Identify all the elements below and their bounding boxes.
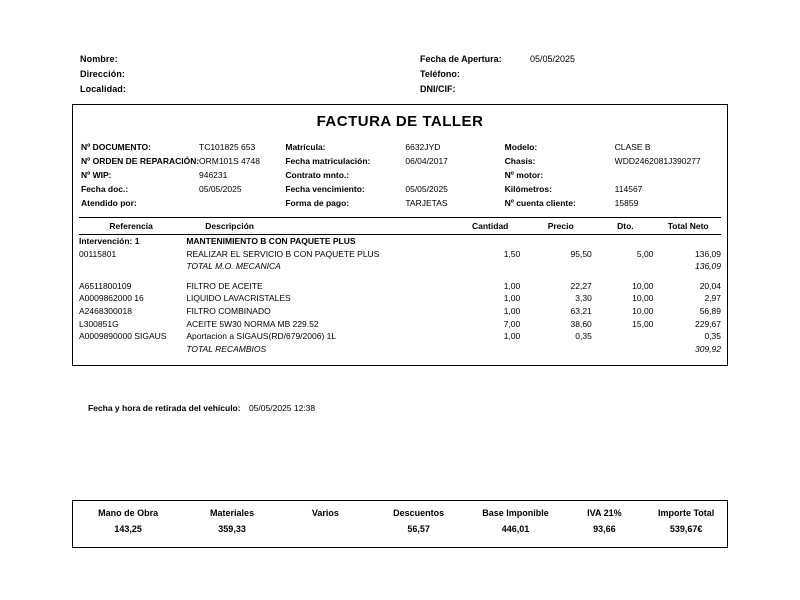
- cell-precio: [520, 343, 592, 356]
- header-row: [80, 82, 720, 97]
- cell-precio: 63,21: [570, 305, 592, 316]
- field-fecha-apertura: [420, 52, 720, 67]
- cell-dto: 10,00: [632, 293, 654, 304]
- table-row: [79, 318, 721, 331]
- invoice-frame: [72, 104, 728, 366]
- pickup-datetime: [88, 403, 315, 413]
- document-info: [73, 140, 727, 210]
- column-header-referencia: Referencia: [109, 221, 153, 231]
- field-num-motor-label: Nº motor:: [504, 170, 544, 180]
- field-num-documento-value: TC101825 653: [199, 142, 256, 152]
- cell-dto: [592, 260, 654, 273]
- cell-descripcion: TOTAL RECAMBIOS: [186, 343, 267, 354]
- field-fecha-vencimiento-label: Fecha vencimiento:: [285, 184, 365, 194]
- column-header-dto: Dto.: [617, 221, 634, 231]
- totals-box: [72, 500, 728, 548]
- cell-total: 56,89: [699, 305, 721, 316]
- field-localidad-label: Localidad:: [80, 84, 127, 94]
- table-row: [79, 248, 721, 261]
- header-row: [80, 67, 720, 82]
- cell-referencia: [79, 343, 186, 356]
- info-column-vehicle: [285, 140, 504, 210]
- cell-descripcion: FILTRO DE ACEITE: [186, 280, 263, 291]
- cell-precio: 3,30: [575, 293, 592, 304]
- cell-dto: [592, 235, 654, 248]
- table-row: [79, 305, 721, 318]
- field-telefono: [420, 67, 720, 82]
- table-header-row: [79, 218, 721, 235]
- table-row-subtotal: [79, 260, 721, 273]
- field-modelo-label: Modelo:: [504, 142, 538, 152]
- client-header: [80, 52, 720, 97]
- field-contrato-mnto-label: Contrato mnto.:: [285, 170, 350, 180]
- cell-cantidad: 7,00: [503, 318, 521, 329]
- field-chasis-value: WDD2462081J390277: [614, 156, 701, 166]
- totals-label-iva: IVA 21%: [587, 508, 622, 518]
- totals-value-mano-obra: 143,25: [114, 524, 142, 534]
- table-row: [79, 280, 721, 293]
- field-forma-pago-value: TARJETAS: [405, 198, 448, 208]
- table-row-subtotal: [79, 343, 721, 356]
- field-fecha-doc: [81, 182, 285, 196]
- cell-total: [653, 235, 721, 248]
- field-fecha-apertura-label: Fecha de Apertura:: [420, 54, 502, 64]
- totals-label-materiales: Materiales: [210, 508, 255, 518]
- cell-dto: 5,00: [636, 248, 654, 259]
- cell-descripcion: FILTRO COMBINADO: [186, 305, 271, 316]
- cell-descripcion: TOTAL M.O. MECANICA: [186, 261, 281, 272]
- info-column-model: [505, 140, 719, 210]
- totals-label-varios: Varios: [311, 508, 339, 518]
- cell-cantidad: 1,00: [503, 305, 521, 316]
- line-items-table: [79, 218, 721, 355]
- cell-referencia: A2468300018: [79, 305, 132, 316]
- cell-precio: 38,60: [570, 318, 592, 329]
- totals-label-base-imponible: Base Imponible: [482, 508, 549, 518]
- field-num-cuenta-cliente: [505, 196, 719, 210]
- totals-value-materiales: 359,33: [218, 524, 246, 534]
- field-fecha-vencimiento-value: 05/05/2025: [405, 184, 448, 194]
- cell-precio: 95,50: [570, 248, 592, 259]
- totals-value-row: [73, 518, 727, 534]
- pickup-datetime-label: Fecha y hora de retirada del vehículo:: [88, 403, 241, 413]
- field-fecha-vencimiento: [285, 182, 504, 196]
- cell-referencia: [79, 260, 186, 273]
- cell-cantidad: [447, 260, 521, 273]
- field-num-wip-label: Nº WIP:: [81, 170, 112, 180]
- cell-referencia: A0009862000 16: [79, 293, 144, 304]
- field-num-cuenta-cliente-value: 15859: [614, 198, 639, 208]
- cell-dto: 10,00: [632, 280, 654, 291]
- field-forma-pago: [285, 196, 504, 210]
- cell-referencia: Intervención: 1: [79, 236, 140, 246]
- cell-dto: [592, 343, 654, 356]
- field-num-documento: [81, 140, 285, 154]
- cell-referencia: L300851G: [79, 318, 119, 329]
- column-header-descripcion: Descripción: [205, 221, 254, 231]
- header-row: [80, 52, 720, 67]
- field-num-orden: [81, 154, 285, 168]
- totals-header-row: [73, 501, 727, 518]
- cell-cantidad: 1,00: [503, 280, 521, 291]
- field-fecha-doc-label: Fecha doc.:: [81, 184, 129, 194]
- field-modelo-value: CLASE B: [614, 142, 651, 152]
- totals-label-mano-obra: Mano de Obra: [98, 508, 159, 518]
- field-fecha-doc-value: 05/05/2025: [199, 184, 242, 194]
- field-chasis: [505, 154, 719, 168]
- totals-value-iva: 93,66: [593, 524, 616, 534]
- table-row: [79, 330, 721, 343]
- cell-total: 136,09: [694, 248, 721, 259]
- cell-cantidad: [447, 235, 521, 248]
- cell-precio: 22,27: [570, 280, 592, 291]
- totals-label-importe-total: Importe Total: [657, 508, 715, 518]
- cell-precio: [520, 260, 592, 273]
- scan-artifact: [520, 395, 670, 435]
- field-dni-cif-label: DNI/CIF:: [420, 84, 456, 94]
- cell-precio: 0,35: [575, 331, 592, 342]
- cell-descripcion: REALIZAR EL SERVICIO B CON PAQUETE PLUS: [186, 248, 380, 259]
- field-matricula: [285, 140, 504, 154]
- cell-total: 2,97: [704, 293, 721, 304]
- cell-total: 309,92: [694, 343, 721, 354]
- field-atendido-por: [81, 196, 285, 210]
- field-nombre-label: Nombre:: [80, 54, 118, 64]
- cell-dto: [592, 330, 654, 343]
- field-num-motor: [505, 168, 719, 182]
- cell-cantidad: 1,50: [503, 248, 521, 259]
- totals-value-importe-total: 539,67€: [669, 524, 703, 534]
- field-fecha-apertura-value: 05/05/2025: [530, 54, 576, 64]
- cell-cantidad: 1,00: [503, 293, 521, 304]
- column-header-total-neto: Total Neto: [667, 221, 709, 231]
- field-kilometros-label: Kilómetros:: [504, 184, 552, 194]
- cell-descripcion: ACEITE 5W30 NORMA MB 229.52: [186, 318, 319, 329]
- field-fecha-matriculacion-value: 06/04/2017: [405, 156, 448, 166]
- totals-value-base-imponible: 446,01: [501, 524, 530, 534]
- table-row: [79, 292, 721, 305]
- field-matricula-label: Matrícula:: [285, 142, 326, 152]
- field-num-wip: [81, 168, 285, 182]
- field-num-orden-label: Nº ORDEN DE REPARACIÓN:: [81, 156, 200, 166]
- field-telefono-label: Teléfono:: [420, 69, 460, 79]
- field-num-cuenta-cliente-label: Nº cuenta cliente:: [504, 198, 576, 208]
- cell-total: 20,04: [699, 280, 721, 291]
- cell-referencia: A6511800109: [79, 280, 132, 291]
- field-fecha-matriculacion-label: Fecha matriculación:: [285, 156, 371, 166]
- field-modelo: [505, 140, 719, 154]
- cell-total: 229,67: [694, 318, 721, 329]
- cell-cantidad: 1,00: [503, 331, 521, 342]
- cell-descripcion: MANTENIMIENTO B CON PAQUETE PLUS: [186, 236, 356, 246]
- field-num-documento-label: Nº DOCUMENTO:: [81, 142, 152, 152]
- cell-precio: [520, 235, 592, 248]
- field-matricula-value: 6632JYD: [405, 142, 441, 152]
- column-header-precio: Precio: [547, 221, 574, 231]
- column-header-cantidad: Cantidad: [472, 221, 509, 231]
- totals-value-varios: [281, 524, 370, 534]
- cell-total: 0,35: [704, 331, 721, 342]
- field-contrato-mnto: [285, 168, 504, 182]
- field-num-wip-value: 946231: [199, 170, 228, 180]
- totals-value-descuentos: 56,57: [407, 524, 430, 534]
- info-column-document: [81, 140, 285, 210]
- totals-label-descuentos: Descuentos: [393, 508, 445, 518]
- field-direccion-label: Dirección:: [80, 69, 126, 79]
- field-forma-pago-label: Forma de pago:: [285, 198, 350, 208]
- field-kilometros: [505, 182, 719, 196]
- pickup-datetime-value: 05/05/2025 12:38: [248, 403, 316, 413]
- cell-descripcion: Aportacion a SIGAUS(RD/679/2006) 1L: [186, 331, 337, 342]
- field-chasis-label: Chasis:: [504, 156, 536, 166]
- field-num-orden-value: ORM101S 4748: [199, 156, 260, 166]
- field-atendido-por-label: Atendido por:: [81, 198, 137, 208]
- field-dni-cif: [420, 82, 720, 97]
- table-row: [79, 235, 721, 248]
- cell-dto: 10,00: [632, 305, 654, 316]
- field-kilometros-value: 114567: [614, 184, 643, 194]
- cell-dto: 15,00: [632, 318, 654, 329]
- page-title: FACTURA DE TALLER: [316, 113, 484, 130]
- cell-cantidad: [447, 343, 521, 356]
- cell-descripcion: LIQUIDO LAVACRISTALES: [186, 293, 291, 304]
- cell-referencia: 00115801: [79, 248, 117, 259]
- cell-referencia: A0009890000 SIGAUS: [79, 331, 167, 342]
- cell-total: 136,09: [694, 261, 721, 272]
- field-fecha-matriculacion: [285, 154, 504, 168]
